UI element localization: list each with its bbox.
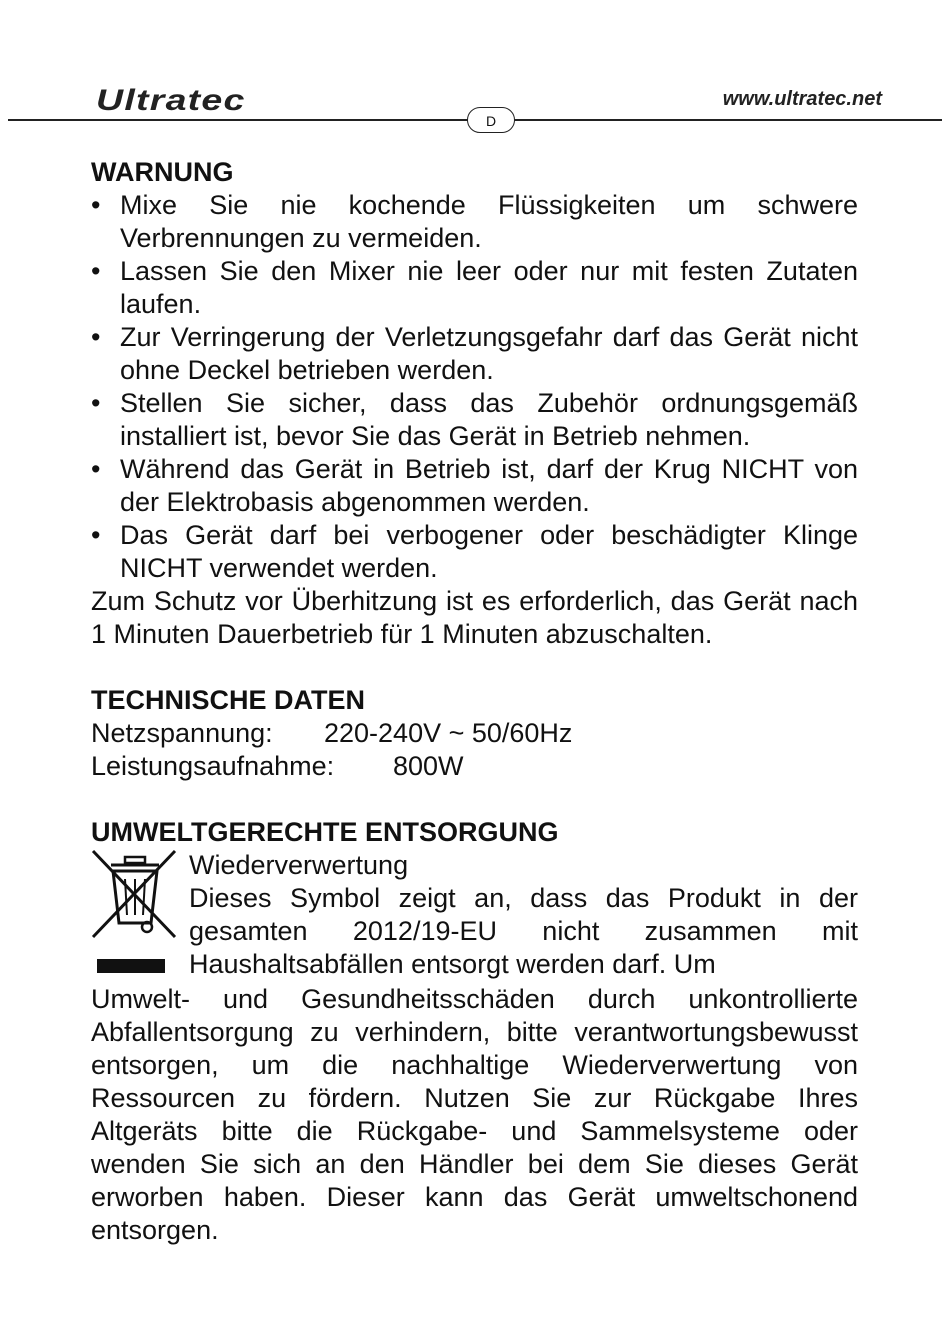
spec-row-power xyxy=(91,750,858,783)
disposal-text: Dieses Symbol zeigt an, dass das Produkt in der gesamten 2012/19-EU nicht zusammen mit Haushaltsabfällen entsorgt werden darf. Um xyxy=(189,883,858,979)
specs-heading: TECHNISCHE DATEN xyxy=(91,685,366,715)
warning-heading: WARNUNG xyxy=(91,157,234,187)
spec-label: Netzspannung: xyxy=(91,718,273,748)
warning-item: • Mixe Sie nie kochende Flüssigkeiten um schwere Verbrennungen zu vermeiden. xyxy=(91,189,858,255)
warning-item: • Stellen Sie sicher, dass das Zubehör ordnungsgemäß installiert ist, bevor Sie das Gerät in Betrieb nehmen. xyxy=(91,387,858,453)
warning-item: • Während das Gerät in Betrieb ist, darf der Krug NICHT von der Elektrobasis abgenommen werden. xyxy=(91,453,858,519)
brand-logo: Ultratec xyxy=(96,84,246,117)
disposal-heading: UMWELTGERECHTE ENTSORGUNG xyxy=(91,817,559,847)
website-url: www.ultratec.net xyxy=(722,88,882,110)
warning-item: • Lassen Sie den Mixer nie leer oder nur mit festen Zutaten laufen. xyxy=(91,255,858,321)
crossed-out-bin-icon xyxy=(89,849,181,983)
spec-row-voltage xyxy=(91,717,858,750)
recycling-subtitle: Wiederverwertung xyxy=(189,850,409,880)
overheat-note: Zum Schutz vor Überhitzung ist es erforderlich, das Gerät nach 1 Minuten Dauerbetrieb für 1 Minuten abzuschalten. xyxy=(91,586,858,649)
warning-list xyxy=(91,189,858,585)
disposal-section xyxy=(91,849,858,1247)
spec-value: 800W xyxy=(393,751,464,781)
spec-value: 220-240V ~ 50/60Hz xyxy=(324,718,573,748)
warning-item: • Das Gerät darf bei verbogener oder beschädigter Klinge NICHT verwendet werden. xyxy=(91,519,858,585)
disposal-text-continued: Umwelt- und Gesundheitsschäden durch unkontrollierte Abfallentsorgung zu verhindern, bitte verantwortungsbewusst entsorgen, um die nachhaltige Wiederverwertung von Ressourcen zu fördern. Nutzen Sie zur Rückgabe Ihres Altgeräts bitte die Rückgabe- und Sammelsysteme oder wenden Sie sich an den Händler bei dem Sie dieses Gerät erworben haben. Dieser kann das Gerät umweltschonend entsorgen. xyxy=(91,984,858,1245)
warning-item: • Zur Verringerung der Verletzungsgefahr darf das Gerät nicht ohne Deckel betrieben werden. xyxy=(91,321,858,387)
language-badge: D xyxy=(467,107,515,133)
spec-label: Leistungsaufnahme: xyxy=(91,751,335,781)
page-content xyxy=(91,156,858,1247)
